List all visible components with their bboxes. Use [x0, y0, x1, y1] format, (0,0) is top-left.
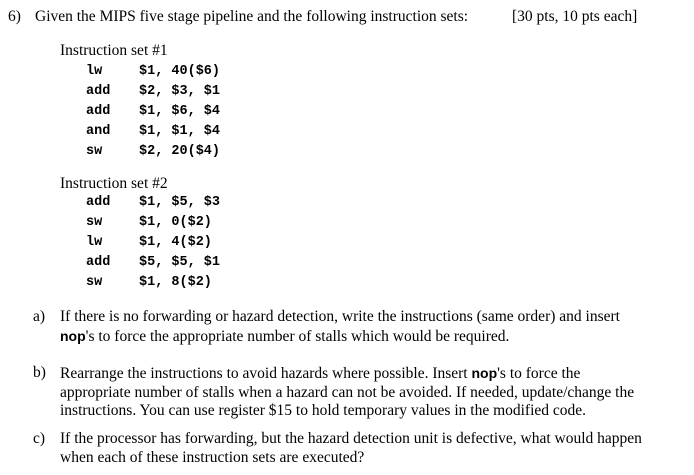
instruction-set-1-title: Instruction set #1	[60, 42, 168, 59]
operands: $1, $1, $4	[139, 124, 221, 139]
question-prompt: Given the MIPS five stage pipeline and the following instruction sets:	[35, 8, 469, 25]
operands: $1, 40($6)	[139, 64, 221, 79]
opcode: add	[86, 255, 111, 270]
part-text	[60, 364, 652, 421]
opcode: and	[86, 124, 111, 139]
operands: $1, $6, $4	[139, 104, 221, 119]
opcode: lw	[86, 235, 103, 250]
nop-keyword: nop	[60, 327, 86, 344]
part-text-run: 's to force the appropriate number of stalls when a hazard can not be avoided. If needed, update/change the instructions. You can use register $15 to hold temporary values in the modified code.	[60, 365, 635, 419]
opcode: sw	[86, 144, 103, 159]
part-text-run: Rearrange the instructions to avoid hazards where possible. Insert	[60, 365, 468, 382]
part-text	[60, 308, 652, 346]
operands: $1, 0($2)	[139, 215, 212, 230]
operands: $1, 8($2)	[139, 275, 212, 290]
part-text: If the processor has forwarding, but the hazard detection unit is defective, what would happen when each of these instruction sets are executed?	[60, 430, 642, 466]
operands: $2, $3, $1	[139, 84, 221, 99]
question-number: 6)	[8, 8, 21, 25]
question-points: [30 pts, 10 pts each]	[512, 8, 638, 25]
opcode: add	[86, 195, 111, 210]
part-label: a)	[33, 308, 46, 325]
opcode: lw	[86, 64, 103, 79]
part-text-run: 's to force the appropriate number of stalls which would be required.	[85, 327, 510, 345]
operands: $2, 20($4)	[139, 144, 221, 159]
nop-keyword: nop	[471, 365, 498, 381]
operands: $5, $5, $1	[139, 255, 221, 270]
opcode: sw	[86, 275, 103, 290]
part-label: b)	[33, 364, 46, 381]
part-text-run: If there is no forwarding or hazard detection, write the instructions (same order) and insert	[60, 308, 620, 325]
opcode: add	[86, 104, 111, 119]
operands: $1, $5, $3	[139, 195, 221, 210]
part-label: c)	[33, 430, 46, 447]
opcode: sw	[86, 215, 103, 230]
instruction-set-2-title: Instruction set #2	[60, 175, 168, 192]
operands: $1, 4($2)	[139, 235, 212, 250]
opcode: add	[86, 84, 111, 99]
